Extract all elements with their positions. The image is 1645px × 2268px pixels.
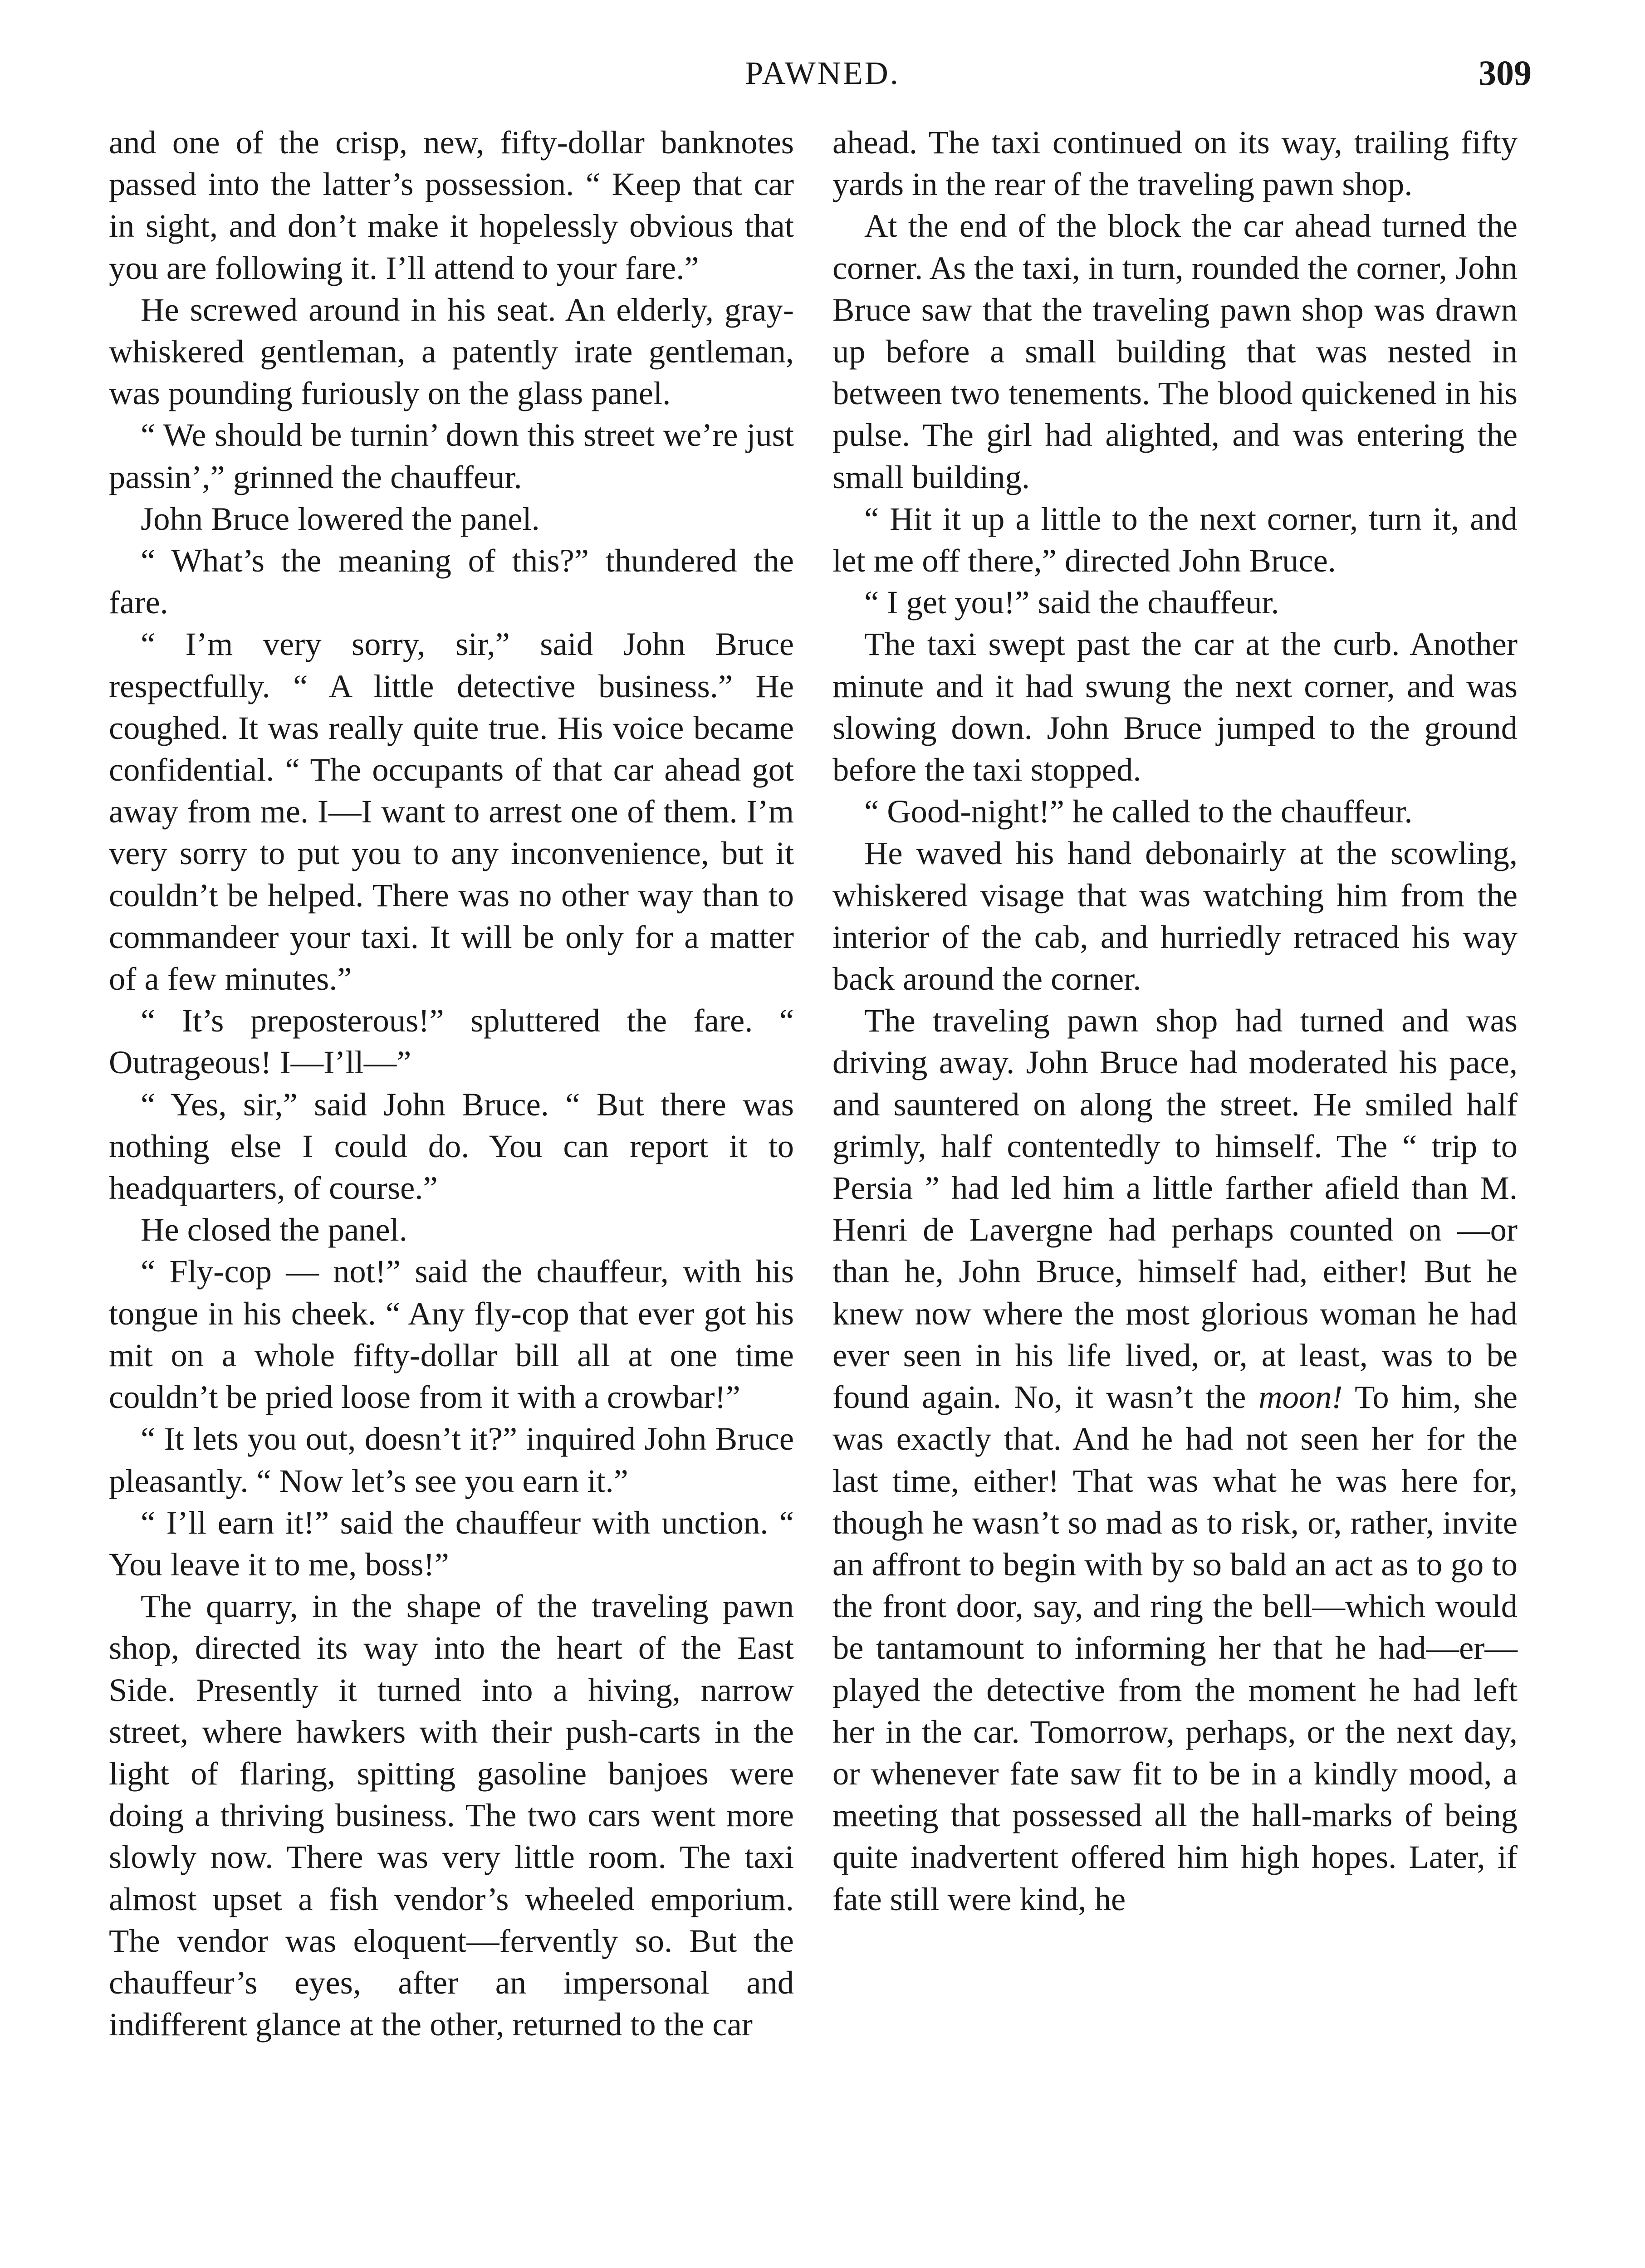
paragraph: “ Good-night!” he called to the chauffeur. <box>864 793 1413 830</box>
paragraph: He closed the panel. <box>141 1211 407 1248</box>
paragraph: The taxi swept past the car at the curb. Another minute and it had swung the next corner, and was slowing down. John Bruce jumped to the ground before the taxi stopped. <box>832 626 1518 788</box>
right-column <box>832 122 1518 1920</box>
paragraph: “ It lets you out, doesn’t it?” inquired John Bruce pleasantly. “ Now let’s see you earn it.” <box>109 1420 794 1499</box>
paragraph: “ It’s preposterous!” spluttered the fare. “ Outrageous! I—I’ll—” <box>109 1002 794 1081</box>
paragraph: “ Fly-cop — not!” said the chauffeur, with his tongue in his cheek. “ Any fly-cop that ever got his mit on a whole fifty-dollar bill all at one time couldn’t be pried loose from it with a crowbar!” <box>109 1253 794 1416</box>
paragraph: The quarry, in the shape of the traveling pawn shop, directed its way into the heart of the East Side. Presently it turned into a hiving, narrow street, where hawkers with their push-carts in the light of flaring, spitting gasoline banjoes were doing a thriving business. The two cars went more slowly now. There was very little room. The taxi almost upset a fish vendor’s wheeled emporium. The vendor was eloquent—fervently so. But the chauffeur’s eyes, after an impersonal and indifferent glance at the other, returned to the car <box>109 1588 794 2043</box>
page-header <box>0 44 1645 103</box>
paragraph: John Bruce lowered the panel. <box>141 500 540 537</box>
left-column <box>109 122 794 2045</box>
paragraph: At the end of the block the car ahead turned the corner. As the taxi, in turn, rounded the corner, John Bruce saw that the traveling pawn shop was drawn up before a small building that was nested in between two tenements. The blood quickened in his pulse. The girl had alighted, and was entering the small building. <box>832 207 1518 495</box>
running-head: PAWNED. <box>745 55 900 91</box>
paragraph: ahead. The taxi continued on its way, trailing fifty yards in the rear of the traveling pawn shop. <box>832 124 1518 203</box>
paragraph: “ What’s the meaning of this?” thundered the fare. <box>109 542 794 621</box>
paragraph: and one of the crisp, new, fifty-dollar banknotes passed into the latter’s possession. “ Keep that car in sight, and don’t make it hopelessly obvious that you are following it. I’ll attend to your fare.” <box>109 124 794 286</box>
paragraph: “ I get you!” said the chauffeur. <box>864 584 1279 621</box>
paragraph: He screwed around in his seat. An elderly, gray-whiskered gentleman, a patently irate gentleman, was pounding furiously on the glass panel. <box>109 291 794 412</box>
paragraph: “ Hit it up a little to the next corner, turn it, and let me off there,” directed John Bruce. <box>832 500 1518 579</box>
paragraph: “ I’ll earn it!” said the chauffeur with unction. “ You leave it to me, boss!” <box>109 1504 794 1583</box>
paragraph: “ Yes, sir,” said John Bruce. “ But there was nothing else I could do. You can report it to headquarters, of course.” <box>109 1085 794 1207</box>
paragraph: “ I’m very sorry, sir,” said John Bruce respectfully. “ A little detective business.” He coughed. It was really quite true. His voice became confidential. “ The occupants of that car ahead got away from me. I—I want to arrest one of them. I’m very sorry to put you to any inconvenience, but it couldn’t be helped. There was no other way than to commandeer your taxi. It will be only for a matter of a few minutes.” <box>109 626 794 997</box>
paragraph: The traveling pawn shop had turned and was driving away. John Bruce had moderated his pace, and sauntered on along the street. He smiled half grimly, half contentedly to himself. The “ trip to Persia ” had led him a little farther afield than M. Henri de Lavergne had perhaps counted on —or than he, John Bruce, himself had, either! But he knew now where the most glorious woman he had ever seen in his life lived, or, at least, was to be found again. No, it wasn’t the moon! To him, she was exactly that. And he had not seen her for the last time, either! That was what he was here for, though he wasn’t so mad as to risk, or, rather, invite an affront to begin with by so bald an act as to go to the front door, say, and ring the bell—which would be tantamount to informing her that he had—er—played the detective from the moment he had left her in the car. Tomorrow, perhaps, or the next day, or whenever fate saw fit to be in a kindly mood, a meeting that possessed all the hall-marks of being quite inadvertent offered him high hopes. Later, if fate still were kind, he <box>832 1002 1518 1917</box>
paragraph: He waved his hand debonairly at the scowling, whiskered visage that was watching him from the interior of the cab, and hurriedly retraced his way back around the corner. <box>832 835 1518 997</box>
page-number: 309 <box>1479 53 1532 93</box>
paragraph: “ We should be turnin’ down this street we’re just passin’,” grinned the chauffeur. <box>109 416 794 495</box>
